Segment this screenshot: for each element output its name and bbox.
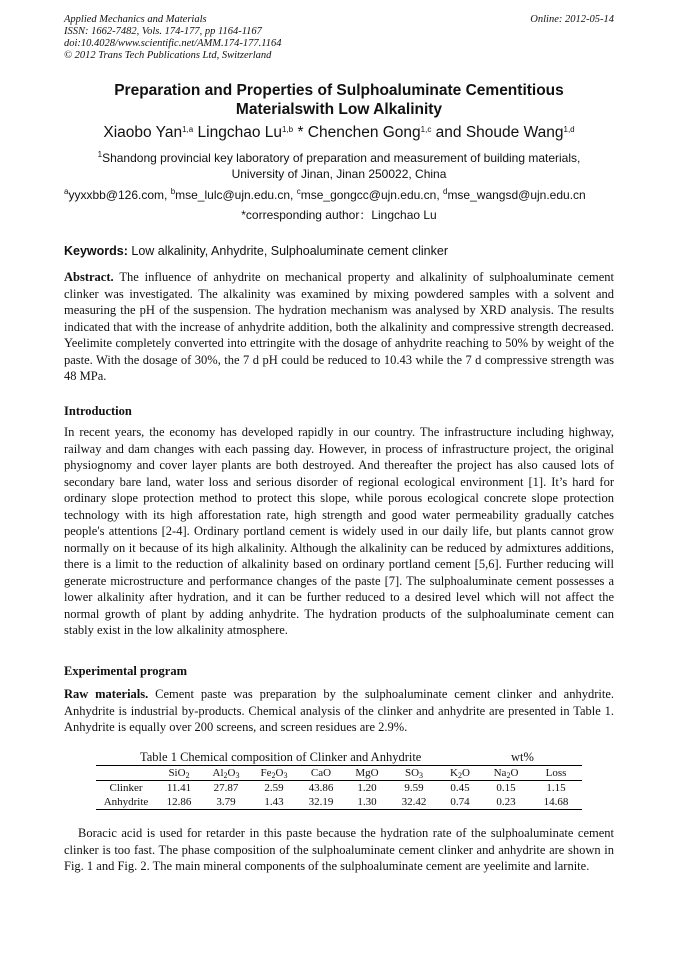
table-cell: 0.23 [496, 796, 516, 808]
table-cell: 1.30 [357, 796, 377, 808]
table-row-label: Anhydrite [103, 796, 149, 808]
email-link[interactable]: mse_lulc@ujn.edu.cn, [175, 188, 297, 202]
table-cell: 43.86 [308, 782, 334, 794]
email-link[interactable]: mse_gongcc@ujn.edu.cn, [300, 188, 443, 202]
table-cell: 2.59 [264, 782, 284, 794]
table-header-cell: SiO$_2$ [156, 766, 202, 781]
table-cell: 32.42 [401, 796, 427, 808]
table-cell: 14.68 [543, 796, 569, 808]
table-header-cell: $Al_2O_3$ [202, 766, 250, 781]
table-header-cell: Loss [530, 766, 582, 781]
table-unit: wt% [511, 750, 534, 764]
affiliation-line-1: Shandong provincial key laboratory of preparation and measurement of building materials, [102, 151, 581, 165]
email-link[interactable]: yyxxbb@126.com, [68, 188, 171, 202]
introduction-text: In recent years, the economy has developed rapidly in our country. The infrastructure including highway, railway and dam changes with each passing day. However, in process of infrastructure project, the original physiognomy and cover layer plants are both destroyed. And thereafter the project has also caused lots of secondary bare land, water loss and serious disorder of regional ecological environment [1]. It’s hard for ordinary slope protection method to protect this slope, while porous ecological concrete slope protection technology with its high afforestation rate, high strength and good water permeability gradually catches people's attentions [2-4]. Ordinary portland cement is widely used in our daily life, but plants cannot grow normally on it because of its high alkalinity. Although the alkalinity can be reduced by admixtures additions, there is a limit to the reduction of alkalinity based on ordinary portland cement [5,6]. Further reducing will generate microstructure and performance changes of the paste [7]. The sulphoaluminate cement possesses a lower alkalinity after hydration, and it can be further reduced to a desired level which will not affect the normal growth of plant by adding anhydrite. The hydration products of the sulphoaluminate cement can stably exist in the low alkalinity atmosphere. [64, 425, 614, 637]
table-cell: 0.15 [496, 782, 516, 794]
table-header-row [96, 766, 582, 781]
section-heading-experimental: Experimental program [64, 664, 188, 678]
table-cell: 9.59 [404, 782, 424, 794]
author-sup: 1,b [282, 125, 294, 134]
raw-materials-label: Raw materials. [64, 687, 149, 701]
keywords [64, 243, 614, 259]
author-name: Lingchao Lu [197, 124, 282, 141]
table-cell: 12.86 [166, 796, 192, 808]
doi-line[interactable]: doi:10.4028/www.scientific.net/AMM.174-177.1164 [64, 38, 282, 49]
copyright-line: © 2012 Trans Tech Publications Ltd, Switzerland [64, 50, 272, 61]
title-line-1: Preparation and Properties of Sulphoaluminate Cementitious [114, 82, 564, 99]
table-caption [140, 749, 534, 765]
email-link[interactable]: mse_wangsd@ujn.edu.cn [447, 188, 586, 202]
table-header-cell: MgO [344, 766, 390, 781]
email-sup: a [64, 187, 69, 196]
author-sup: 1,a [182, 125, 194, 134]
table-cell: 0.45 [450, 782, 470, 794]
table-cell: 27.87 [213, 782, 239, 794]
table-header-cell: $Fe_2O_3$ [250, 766, 298, 781]
table-row [96, 781, 582, 796]
author-name: and Shoude Wang [435, 124, 564, 141]
email-sup: d [442, 187, 448, 196]
table-caption-text: Table 1 Chemical composition of Clinker and Anhydrite [140, 750, 422, 764]
keywords-label: Keywords: [64, 244, 128, 258]
table-cell: 3.79 [216, 796, 236, 808]
table-cell: 1.43 [264, 796, 284, 808]
chemical-composition-table [96, 765, 582, 810]
author-list [64, 123, 614, 142]
abstract-text: The influence of anhydrite on mechanical property and alkalinity of sulphoaluminate cement clinker was investigated. The alkalinity was examined by mixing powdered samples with a solvent and measuring the pH of the suspension. The hydration mechanism was analysed by XRD analysis. The results indicated that with the increase of anhydrite addition, both the alkalinity and compressive strength decreased. Yeelimite completely converted into ettringite with the dosage of anhydrite reaching to 50% by weight of the paste. With the dosage of 30%, the 7 d pH could be reduced to 10.43 while the 7 d compressive strength was 48 MPa. [64, 270, 614, 383]
table-row-label: Clinker [109, 782, 143, 794]
author-name: Xiaobo Yan [103, 124, 183, 141]
author-name: * Chenchen Gong [297, 124, 421, 141]
abstract [64, 269, 614, 385]
online-date: Online: 2012-05-14 [530, 14, 614, 25]
issn-line: ISSN: 1662-7482, Vols. 174-177, pp 1164-1167 [64, 26, 262, 37]
table-cell: 1.15 [546, 782, 566, 794]
email-sup: c [296, 187, 301, 196]
journal-name: Applied Mechanics and Materials [64, 14, 207, 25]
corresponding-author: *corresponding author：Lingchao Lu [241, 208, 437, 222]
table-header-cell: $Na_2O$ [482, 766, 530, 781]
journal-header [64, 14, 614, 62]
table-cell: 0.74 [450, 796, 470, 808]
author-sup: 1,d [563, 125, 575, 134]
affiliation [64, 150, 614, 182]
table-row [96, 795, 582, 809]
affiliation-line-2: University of Jinan, Jinan 250022, China [231, 167, 447, 181]
section-heading-introduction: Introduction [64, 404, 132, 418]
table-cell: 11.41 [166, 782, 192, 794]
raw-materials-paragraph [64, 686, 614, 736]
table-header-cell [96, 766, 156, 781]
email-sup: b [170, 187, 176, 196]
paper-title [64, 81, 614, 119]
table-header-cell: CaO [298, 766, 344, 781]
table-cell: 1.20 [357, 782, 377, 794]
retarder-paragraph: Boracic acid is used for retarder in this paste because the hydration rate of the sulphoaluminate cement clinker is too fast. The phase composition of the sulphoaluminate cement clinker and anhydrite are shown in Fig. 1 and Fig. 2. The main mineral components of the sulphoaluminate cement are yeelimite and larnite. [64, 826, 614, 873]
author-sup: 1,c [420, 125, 432, 134]
affiliation-sup: 1 [97, 150, 103, 159]
table-header-cell: $SO_3$ [390, 766, 438, 781]
keywords-text: Low alkalinity, Anhydrite, Sulphoaluminate cement clinker [127, 244, 448, 258]
table-header-cell: $K_2O$ [438, 766, 482, 781]
table-cell: 32.19 [308, 796, 334, 808]
title-line-2: Materialswith Low Alkalinity [235, 101, 443, 118]
raw-materials-text: Cement paste was preparation by the sulphoaluminate cement clinker and anhydrite. Anhydrite is industrial by-products. Chemical analysis of the clinker and anhydrite are presented in Table 1. Anhydrite is equally over 200 screens, and screen residues are 2.9%. [64, 687, 614, 734]
table [96, 766, 582, 809]
author-emails [64, 187, 624, 203]
abstract-label: Abstract. [64, 270, 114, 284]
